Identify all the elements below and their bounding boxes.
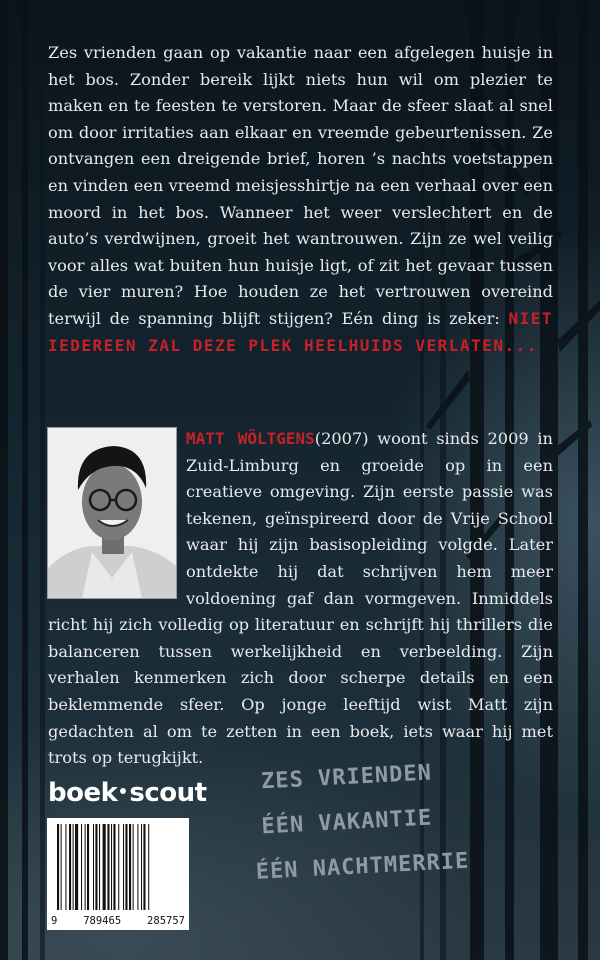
blurb-text: Zes vrienden gaan op vakantie naar een afgelegen huisje in het bos. Zonder bereik lijkt niets hun wil om plezier te maken en te feesten te verstoren. Maar de sfeer slaat al snel om door irritaties aan elkaar en vreemde gebeurtenissen. Ze ontvangen een dreigende brief, horen ’s nachts voetstappen en vinden een vreemd meisjesshirtje na een verhaal over een moord in het bos. Wanneer het weer verslechtert en de auto’s verdwijnen, groeit het wantrouwen. Zijn ze wel veilig voor alles wat buiten hun huisje ligt, of zit het gevaar tussen de vier muren? Hoe houden ze het vertrouwen overeind terwijl de spanning blijft stijgen? Eén ding is zeker: [48, 43, 553, 328]
barcode-bar [118, 824, 119, 910]
barcode-bar [69, 824, 71, 910]
barcode-bar [75, 824, 78, 910]
barcode-bar [85, 824, 86, 910]
publisher-left: boek [48, 778, 118, 808]
barcode-bar [99, 824, 100, 910]
barcode-digit-group-2: 789465 [83, 915, 122, 927]
author-photo [47, 427, 177, 599]
barcode-bar [141, 824, 142, 910]
barcode-bar [107, 824, 109, 910]
tagline-line-1: ZES VRIENDEN [260, 760, 433, 795]
tagline [250, 744, 557, 895]
barcode-bar [133, 824, 134, 910]
barcode-bar [143, 824, 145, 910]
barcode-digits [51, 915, 185, 927]
tagline-line-2: ÉÉN VAKANTIE [260, 805, 433, 840]
barcode [47, 818, 189, 930]
barcode-image [47, 818, 189, 916]
barcode-bar [93, 824, 94, 910]
barcode-bar [103, 824, 106, 910]
barcode-bar [111, 824, 112, 910]
back-cover-blurb [48, 40, 553, 359]
barcode-bar [73, 824, 74, 910]
barcode-bar [129, 824, 131, 910]
tagline-line-3: ÉÉN NACHTMERRIE [255, 848, 470, 885]
barcode-bar [125, 824, 127, 910]
barcode-digit-group-1: 9 [51, 915, 58, 927]
barcode-digit-group-3: 285757 [147, 915, 185, 927]
publisher-dot [120, 788, 126, 794]
barcode-bar [57, 824, 59, 910]
blurb-emphasis: NIET IEDEREEN ZAL DEZE PLEK HEELHUIDS VERLATEN... [48, 308, 553, 355]
author-bio-text: (2007) woont sinds 2009 in Zuid-Limburg en groeide op in een creatieve omgeving. Zijn eerste passie was tekenen, geïnspireerd door de Vrije School waar hij zijn basisopleiding volgde. Later ontdekte hij dat schrijven hem meer voldoening gaf dan vormgeven. Inmiddels richt hij zich volledig op literatuur en schrijft hij thrillers die balanceren tussen werkelijkheid en verbeelding. Zijn verhalen kenmerken zich door scherpe details en een beklemmende sfeer. Op jonge leeftijd wist Matt zijn gedachten al om te zetten in een boek, iets waar hij met trots op terugkijkt. [48, 429, 553, 768]
barcode-bar [137, 824, 138, 910]
publisher-logo [48, 778, 207, 808]
barcode-bar [123, 824, 124, 910]
barcode-bar [61, 824, 62, 910]
barcode-bar [113, 824, 115, 910]
barcode-bar [148, 824, 149, 910]
author-name: MATT WÖLTGENS [186, 429, 315, 448]
barcode-bar [95, 824, 97, 910]
barcode-bar [65, 824, 66, 910]
author-portrait-image [48, 428, 176, 598]
publisher-right: scout [129, 778, 207, 808]
barcode-bar [87, 824, 89, 910]
barcode-bar [81, 824, 82, 910]
